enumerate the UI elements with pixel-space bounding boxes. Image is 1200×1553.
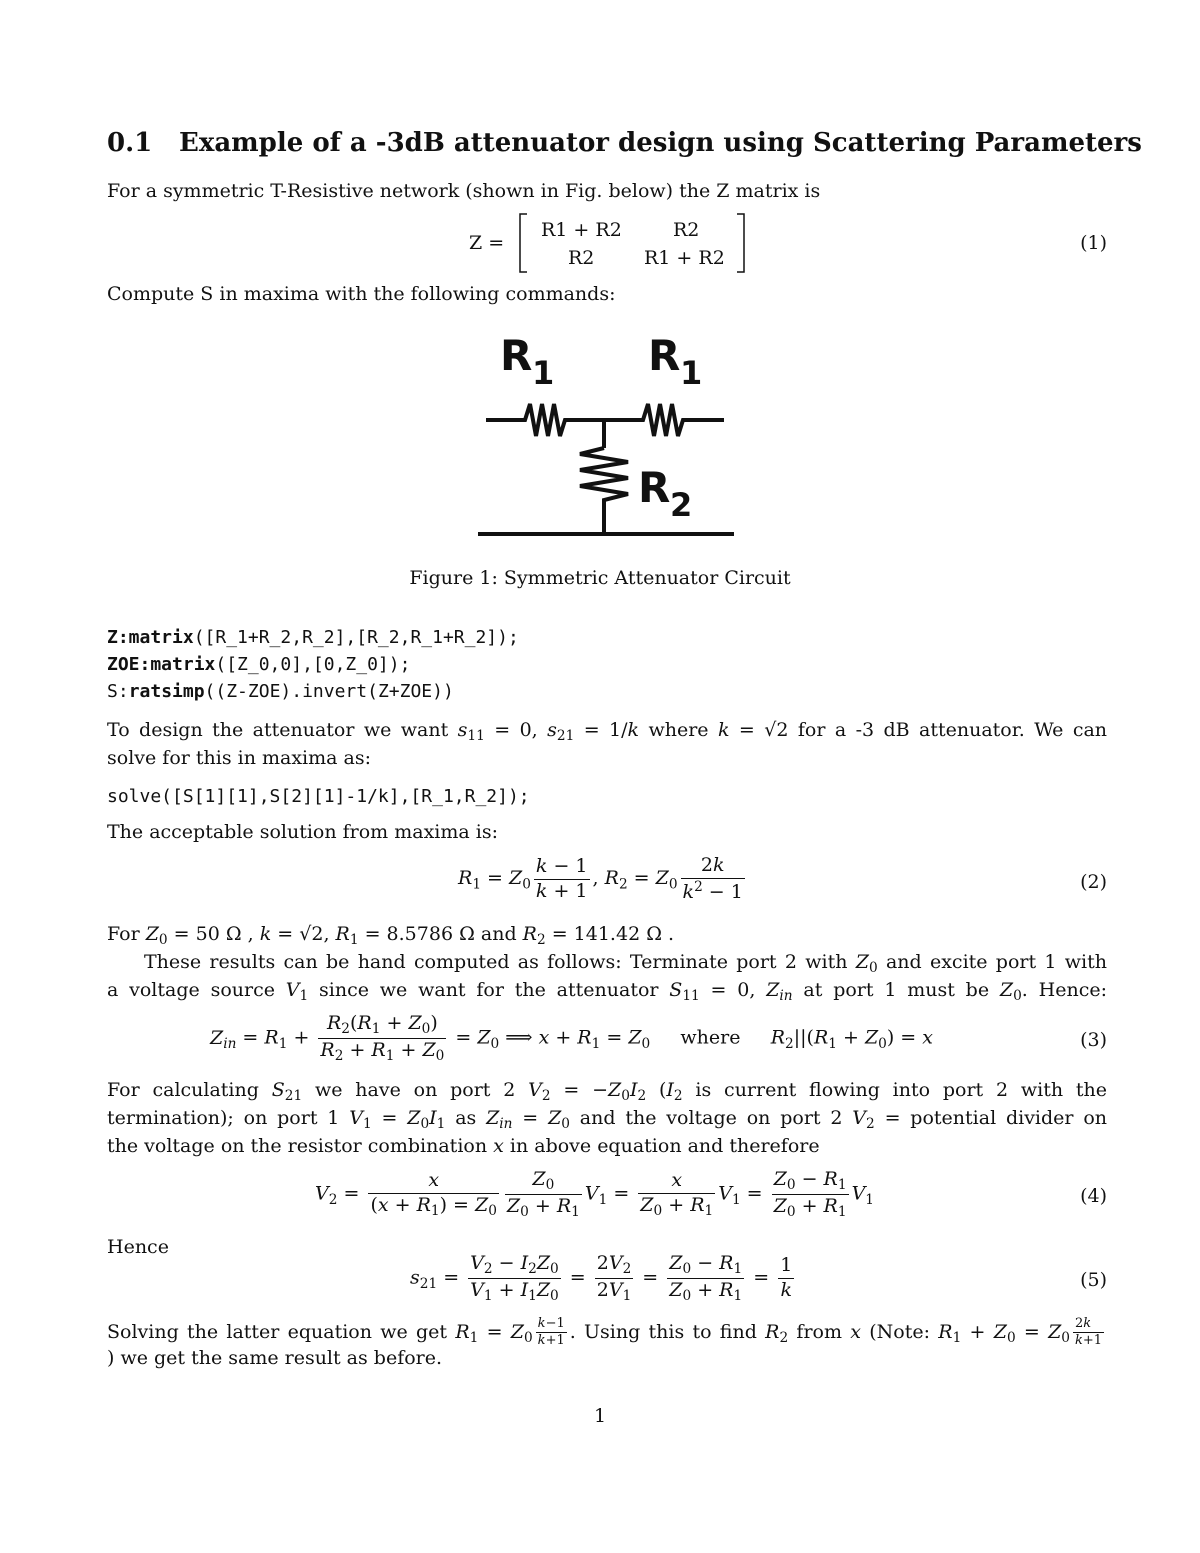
equation-5: $s_{21}$ = $\frac{V_2 - I_2Z_0}{V_1 + I_1Z_0}$ = $\frac{2V_2}{2V_1}$ = $\frac{Z_0 - R_1}{Z_0 + R_1}$ = $\frac{1}{k}$ (5) <box>410 1252 1107 1305</box>
equation-4: $V_2$ = $\frac{x}{(x + R_1) = Z_0}$ $\frac{Z_0}{Z_0 + R_1}$ $V_1$ = $\frac{x}{Z_0 + R_1}$ $V_1$ = $\frac{Z_0 - R_1}{Z_0 + R_1}$ $V_1$ (4) <box>315 1168 1107 1221</box>
label-r1-right: R <box>648 331 681 380</box>
solution-paragraph: The acceptable solution from maxima is: <box>107 821 498 843</box>
solve-command: solve([S[1][1],S[2][1]-1/k],[R_1,R_2]); <box>107 786 530 807</box>
attenuator-circuit-figure <box>470 320 750 545</box>
eq1-m11: R1 + R2 <box>541 219 622 241</box>
eq1-m12: R2 <box>673 219 700 241</box>
label-r1-right-sub: 1 <box>680 354 703 392</box>
design-paragraph-line2: solve for this in maxima as: <box>107 747 371 769</box>
eq1-m22: R1 + R2 <box>644 247 725 269</box>
equation-3: $Z_{in} = R_1$ + $\frac{R_2(R_1 + Z_0)}{R_2 + R_1 + Z_0}$ = $Z_0$ ⟹ $x + R_1 = Z_0$ where $R_2||(R_1 + Z_0) = x$ (3) <box>210 1012 1107 1065</box>
s21-paragraph-line3: the voltage on the resistor combination x in above equation and therefore <box>107 1135 820 1157</box>
figure-caption: Figure 1: Symmetric Attenuator Circuit <box>409 567 791 589</box>
eq1-number: (1) <box>1080 232 1107 254</box>
eq1-m21: R2 <box>568 247 595 269</box>
hand-paragraph-line2: a voltage source $V_1$ since we want for the attenuator $S_{11} = 0$, $Z_{in}$ at port 1 must be $Z_0$. Hence: <box>107 979 1107 1005</box>
design-paragraph-line1: To design the attenuator we want $s_{11} = 0$, $s_{21} = 1/k$ where k = √2 for a -3 dB attenuator. We can <box>107 719 1108 745</box>
label-r1-left: R <box>500 331 533 380</box>
page-number: 1 <box>593 1405 607 1427</box>
code-line-2: ZOE:matrix([Z_0,0],[0,Z_0]); <box>107 654 411 675</box>
code-block <box>107 624 519 705</box>
label-r2: R <box>638 463 671 512</box>
label-r2-sub: 2 <box>670 486 693 524</box>
section-number: 0.1 <box>107 128 153 158</box>
compute-paragraph: Compute S in maxima with the following commands: <box>107 283 616 305</box>
s21-paragraph-line2: termination); on port 1 $V_1 = Z_0I_1$ as $Z_{in} = Z_0$ and the voltage on port 2 $V_2$ = potential divider on <box>107 1107 1108 1133</box>
eq1-lhs: Z = <box>469 232 505 254</box>
eq4-number: (4) <box>1080 1185 1107 1207</box>
equation-2: $R_1 = Z_0$ $\frac{k - 1}{k + 1}$ , $R_2 = Z_0$ $\frac{2k}{k^2 - 1}$ (2) <box>458 854 1107 903</box>
eq3-number: (3) <box>1080 1029 1107 1051</box>
eq2-number: (2) <box>1080 871 1107 893</box>
equation-1 <box>107 212 1107 274</box>
section-title: Example of a -3dB attenuator design using Scattering Parameters <box>179 128 1142 158</box>
values-line: For $Z_0 = 50$ Ω , k = √2, $R_1 = 8.5786$ Ω and $R_2 = 141.42$ Ω . <box>107 923 675 949</box>
intro-paragraph: For a symmetric T-Resistive network (shown in Fig. below) the Z matrix is <box>107 180 821 202</box>
eq5-number: (5) <box>1080 1269 1107 1291</box>
label-r1-left-sub: 1 <box>532 354 555 392</box>
section-heading <box>107 128 1142 158</box>
closing-line2: ) we get the same result as before. <box>107 1347 443 1369</box>
s21-paragraph-line1: For calculating $S_{21}$ we have on port 2 $V_2 = -Z_0I_2$ ($I_2$ is current flowing into port 2 with the <box>107 1079 1108 1105</box>
hand-paragraph-line1: These results can be hand computed as follows: Terminate port 2 with $Z_0$ and excite port 1 with <box>144 951 1108 977</box>
code-line-1: Z:matrix([R_1+R_2,R_2],[R_2,R_1+R_2]); <box>107 627 519 648</box>
code-line-3: S:ratsimp((Z-ZOE).invert(Z+ZOE)) <box>107 681 454 702</box>
hence-label: Hence <box>107 1236 169 1258</box>
closing-line1: Solving the latter equation we get $R_1 = Z_0$ $\frac{k-1}{k+1}$ . Using this to find $R_2$ from x (Note: $R_1 + Z_0 = Z_0$ $\frac{2k}{k+1}$ <box>107 1316 1103 1349</box>
